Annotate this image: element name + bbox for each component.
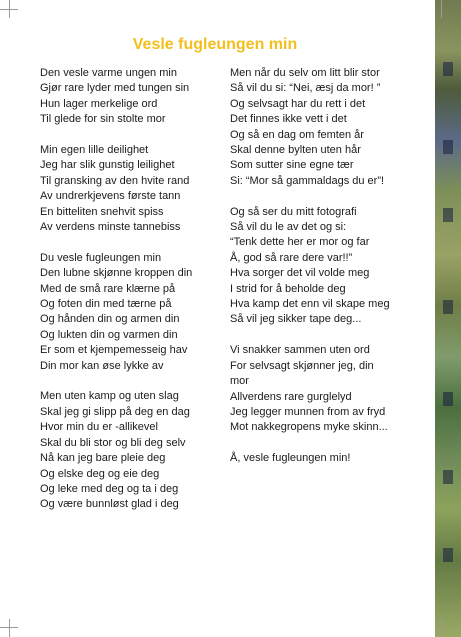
poem-line: Og foten din med tærne på	[40, 298, 172, 311]
poem-line: “Tenk dette her er mor og far	[230, 236, 370, 249]
poem-line: Er som et kjempemesseig hav	[40, 344, 188, 357]
crop-mark	[441, 0, 442, 18]
poem-line: Men når du selv om litt blir stor	[230, 67, 380, 79]
photo-strip	[435, 0, 461, 637]
poem-line: Jeg har slik gunstig leilighet	[40, 159, 175, 172]
poem-line: Vi snakker sammen uten ord	[230, 344, 370, 357]
poem-line: Med de små rare klærne på	[40, 282, 176, 295]
poem-line: Å, god så rare dere var!!”	[230, 251, 353, 264]
poem-line: Og lukten din og varmen din	[40, 328, 178, 341]
poem-line: Og elske deg og eie deg	[40, 467, 160, 480]
poem-line: Og hånden din og armen din	[40, 313, 180, 326]
crop-mark	[441, 619, 442, 637]
stanza	[230, 451, 420, 466]
poem-line: Hun lager merkelige ord	[40, 97, 158, 110]
crop-mark	[0, 9, 18, 10]
poem-line: Skal jeg gi slipp på deg en dag	[40, 405, 190, 418]
left-column	[40, 66, 220, 528]
poem-line: Men uten kamp og uten slag	[40, 390, 179, 403]
poem-line: En bitteliten snehvit spiss	[40, 205, 164, 218]
poem-line: Si: “Mor så gammaldags du er”!	[230, 174, 385, 187]
poem-line: Jeg legger munnen from av fryd	[230, 405, 386, 418]
poem-line: For selvsagt skjønner jeg, din mor	[230, 359, 374, 388]
stanza	[230, 205, 420, 328]
stanza	[230, 343, 420, 435]
poem-line: Hva kamp det enn vil skape meg	[230, 298, 390, 311]
poem-line: Og så ser du mitt fotografi	[230, 205, 357, 218]
poem-line: Som sutter sine egne tær	[230, 159, 354, 172]
poem-line: Nå kan jeg bare pleie deg	[40, 452, 166, 465]
poem-line: Til gransking av den hvite rand	[40, 174, 190, 187]
stanza	[40, 66, 220, 128]
poem-line: Skal denne bylten uten hår	[230, 144, 361, 157]
poem-line: Mot nakkegropens myke skinn...	[230, 421, 388, 434]
poem-line: Det finnes ikke vett i det	[230, 113, 347, 126]
poem-line: Den lubne skjønne kroppen din	[40, 267, 193, 280]
crop-mark	[0, 627, 18, 628]
stanza	[230, 66, 420, 189]
poem-line: Allverdens rare gurglelyd	[230, 390, 352, 403]
poem-title: Vesle fugleungen min	[132, 36, 298, 53]
poem-line: Og så en dag om femten år	[230, 128, 364, 141]
poem-line: Av verdens minste tannebiss	[40, 221, 181, 234]
poem-line: Av undrerkjevens første tann	[40, 190, 181, 203]
poem-line: Til glede for sin stolte mor	[40, 113, 166, 126]
poem-line: Min egen lille deilighet	[40, 144, 149, 157]
poem-line: Den vesle varme ungen min	[40, 67, 177, 79]
poem-line: Skal du bli stor og bli deg selv	[40, 436, 186, 449]
crop-mark	[9, 619, 10, 637]
poem-line: Og selvsagt har du rett i det	[230, 97, 366, 110]
poem-line: Og leke med deg og ta i deg	[40, 482, 179, 495]
stanza	[40, 389, 220, 512]
poem-line: I strid for å beholde deg	[230, 282, 346, 295]
poem-line: Hva sorger det vil volde meg	[230, 267, 370, 280]
stanza	[40, 143, 220, 235]
right-column	[230, 66, 420, 482]
poem-line: Din mor kan øse lykke av	[40, 359, 164, 372]
poem-line: Og være bunnløst glad i deg	[40, 498, 179, 511]
poem-line: Så vil du le av det og si:	[230, 221, 347, 234]
poem-line: Så vil jeg sikker tape deg...	[230, 313, 362, 326]
poem-line: Hvor min du er -allikevel	[40, 421, 158, 434]
poem-line: Gjør rare lyder med tungen sin	[40, 82, 190, 95]
poem-line: Å, vesle fugleungen min!	[230, 452, 351, 465]
poem-line: Du vesle fugleungen min	[40, 251, 162, 264]
stanza	[40, 251, 220, 374]
poem-line: Så vil du si: “Nei, æsj da mor! ”	[230, 82, 381, 95]
